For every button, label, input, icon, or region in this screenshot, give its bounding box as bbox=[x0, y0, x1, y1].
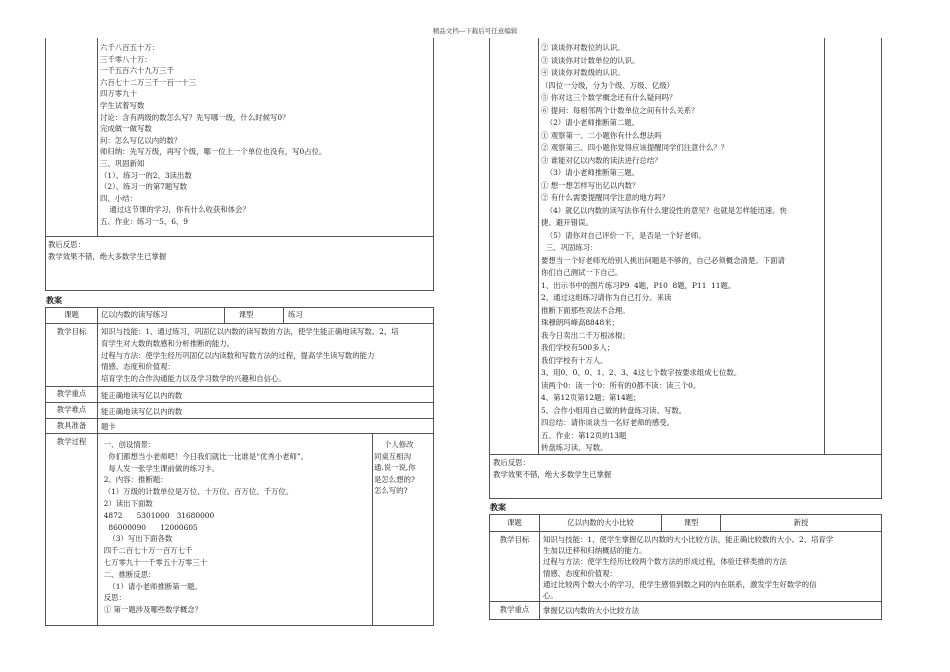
border bbox=[489, 514, 882, 515]
goal-line: 情感、态度和价值观： bbox=[101, 362, 175, 372]
text-line: 我今日卖出二千万根冰棍； bbox=[541, 330, 630, 340]
border bbox=[45, 307, 434, 308]
text-line: 讨论：含有两级的数怎么写？先写哪一级，什么时候写0？ bbox=[100, 112, 290, 122]
process-line: 一、创设情景： bbox=[99, 440, 156, 449]
text-line: （四位一分级，分为个级、万级、亿级） bbox=[541, 80, 675, 90]
process-line: 4872 5301000 31680000 bbox=[99, 510, 215, 520]
text-line: 六千八百五十万： bbox=[100, 43, 160, 52]
text-line: 4、第12页第12题；第14题； bbox=[541, 393, 641, 402]
text-line: 问：怎么写亿以内的数？ bbox=[100, 135, 182, 145]
prep-label: 教具准备 bbox=[56, 421, 87, 430]
process-label: 教学过程 bbox=[56, 437, 87, 446]
text-line: 六百七十二万三千一百一十三 bbox=[100, 77, 197, 87]
border bbox=[538, 38, 539, 454]
border bbox=[489, 514, 490, 619]
key-label: 教学重点 bbox=[499, 605, 530, 614]
text-line: ① 想一想怎样写出亿以内数？ bbox=[541, 180, 640, 190]
border bbox=[283, 307, 284, 323]
goal-line: 情感、态度和价值观： bbox=[543, 568, 617, 578]
process-line: 每人发一张学生课前做的练习卡。 bbox=[99, 463, 220, 473]
text-line: （2）、练习一的第7题写数 bbox=[100, 182, 188, 192]
process-line: 你们都想当小老师吧！今日我们就比一比谁是“优秀小老师”。 bbox=[99, 451, 309, 461]
process-line: （1）请小老师推断第一题。 bbox=[99, 581, 202, 591]
side-note-line: 怎么写的? bbox=[374, 486, 408, 496]
border bbox=[45, 236, 434, 237]
goal-line: 心。 bbox=[543, 591, 558, 600]
text-line: （1）、练习一的2、3读出数 bbox=[100, 170, 192, 180]
process-line: 2）读出下面数 bbox=[99, 499, 153, 508]
topic-value: 亿以内数的读写练习 bbox=[101, 310, 168, 319]
text-line: ② 观察第三、四小题你觉得应该提醒同学们注意什么？？ bbox=[541, 143, 729, 152]
process-line: 86000090 12000605 bbox=[99, 522, 198, 532]
text-line: 完成做一做写数 bbox=[100, 124, 152, 134]
goal-line: 过程与方法：使学生经历比较两个数方法的形成过程，体验迁移类推的方法 bbox=[543, 557, 787, 567]
text-line: 2、通过这组练习请你为自己打分。来读 bbox=[541, 293, 672, 302]
border bbox=[45, 323, 434, 324]
border bbox=[45, 433, 434, 434]
text-line: （5）请你对自己评价一下，是否是一个好老师。 bbox=[541, 230, 706, 240]
prep-value: 题卡 bbox=[101, 422, 116, 431]
text-line: 一千五百六十九万三千 bbox=[100, 66, 174, 76]
key-value: 掌握亿以内数的大小比较方法 bbox=[543, 606, 640, 615]
text-line: 四总结：请你谈谈当一名好老师的感受。 bbox=[541, 418, 675, 427]
process-line: 2、内容：推断题： bbox=[99, 475, 168, 485]
goal-line: 知识与技能：1、使学生掌握亿以内数的大小比较方法，能正确比较数的大小。2、培育学 bbox=[543, 535, 834, 544]
text-line: ② 谈谈你对数位的认识。 bbox=[541, 43, 625, 52]
topic-label: 课题 bbox=[507, 518, 522, 527]
text-line: 5、合作小组用自己做的转盘练习读、写数。 bbox=[541, 405, 687, 415]
text-line: ① 观察第一、二小题你有什么想法吗 bbox=[541, 130, 662, 140]
goal-line: 过程与方法：使学生经历巩固亿以内读数和写数方法的过程，提高学生读写数的能力 bbox=[101, 350, 375, 360]
goal-line: 育学生对大数的数感和分析推断的能力。 bbox=[101, 338, 235, 348]
text-line: ② 有什么需要提醒同学注意的地方吗？ bbox=[541, 193, 669, 202]
difficulty-label: 教学难点 bbox=[56, 405, 87, 414]
side-note-line: 是怎么想的? bbox=[374, 474, 415, 484]
type-label: 课型 bbox=[238, 310, 254, 319]
reflection-label: 教后反思： bbox=[493, 458, 530, 467]
process-line: （3）写出下面各数 bbox=[99, 534, 173, 544]
reflection-text: 教学效果不错，绝大多数学生已掌握 bbox=[493, 470, 612, 479]
process-line: 四千二百七十万一百万七千 bbox=[99, 546, 193, 556]
goal-line: 知识与技能：1、通过练习，巩固亿以内数的读写数的方法，使学生能正确地读写数。2、培 bbox=[101, 327, 399, 336]
goal-line: 培育学生的合作沟通能力以及学习数学的兴趣和自信心。 bbox=[101, 374, 286, 384]
text-line: 三、巩固练习： bbox=[541, 243, 598, 252]
reflection-text: 教学效果不错，绝大多数学生已掌握 bbox=[48, 252, 167, 261]
text-line: （3）请小老师推断第三题。 bbox=[541, 168, 640, 177]
border bbox=[824, 38, 825, 454]
text-line: ④ 谈谈你对数级的认识。 bbox=[541, 68, 625, 77]
type-value: 练习 bbox=[288, 310, 303, 319]
key-value: 能正确地读写亿以内的数 bbox=[101, 391, 183, 400]
text-line: 推断下面那些说法不合理。 bbox=[541, 305, 630, 315]
border bbox=[433, 307, 434, 625]
process-line: 七万零九十一千零五十万零三十 bbox=[99, 558, 208, 567]
border bbox=[433, 38, 434, 290]
process-line: 反思： bbox=[99, 593, 126, 603]
text-line: 我们学校有500多人； bbox=[541, 343, 615, 352]
goal-label: 教学目标 bbox=[499, 535, 530, 544]
text-line: 1、出示书中的图片练习P9 4题，P10 8题，P11 11题。 bbox=[541, 280, 736, 290]
text-line: 五、作业：练习一5、6、9 bbox=[100, 217, 189, 226]
process-line: 二、推断反思： bbox=[99, 569, 156, 579]
border bbox=[97, 307, 98, 625]
text-line: 三千零八十万： bbox=[100, 54, 152, 64]
border bbox=[45, 38, 46, 290]
topic-value: 亿以内数的大小比较 bbox=[567, 518, 634, 527]
text-line: ③ 谈谈你对计数单位的认识。 bbox=[541, 55, 640, 65]
text-line: 学生试着写数 bbox=[100, 101, 145, 110]
goal-line: 生加以迁移和归纳概括的能力。 bbox=[543, 546, 647, 556]
text-line: 师归纳：先写万级，再写个级，哪一位上一个单位也没有，写0占位。 bbox=[100, 147, 327, 157]
side-note-line: 同桌互相沟 bbox=[374, 451, 411, 461]
border bbox=[881, 514, 882, 619]
text-line: 五、作业：第12页的13题 bbox=[541, 430, 627, 440]
border bbox=[45, 625, 434, 626]
border bbox=[45, 418, 434, 419]
border bbox=[489, 498, 882, 499]
process-line: ① 第一题涉及哪些数学概念？ bbox=[99, 605, 203, 615]
text-line: 捷、避开错误。 bbox=[541, 218, 593, 227]
text-line: 3、用0、0、0、1、2、3、4这七个数字按要求组成七位数。 bbox=[541, 368, 742, 377]
text-line: ③ 谁能对亿以内数的读法进行总结？ bbox=[541, 155, 662, 165]
border bbox=[489, 454, 882, 455]
text-line: ⑤ 你对这三个数学概念还有什么疑问吗？ bbox=[541, 93, 677, 102]
lesson-plan-title: 教案 bbox=[46, 295, 62, 305]
border bbox=[489, 619, 882, 620]
process-line: （1）万级的计数单位是万位、十万位、百万位、千万位。 bbox=[99, 487, 294, 497]
type-label: 课型 bbox=[683, 518, 699, 527]
border bbox=[489, 38, 490, 498]
text-line: 我们学校有十万人。 bbox=[541, 355, 608, 365]
border bbox=[97, 38, 98, 236]
type-value: 新授 bbox=[793, 518, 809, 527]
text-line: （2）请小老师推断第二题。 bbox=[541, 118, 640, 127]
reflection-label: 教后反思： bbox=[48, 240, 85, 249]
goal-label: 教学目标 bbox=[56, 327, 87, 336]
text-line: 四万零九十 bbox=[100, 89, 137, 99]
side-note-line: 通.说一说,你 bbox=[374, 463, 416, 473]
text-line: 读两个0：读一个0：所有的0都不读：读三个0。 bbox=[541, 380, 701, 390]
border bbox=[45, 307, 46, 625]
border bbox=[539, 514, 540, 619]
text-line: 四、小结： bbox=[100, 193, 137, 203]
side-note-line: 个人修改 bbox=[384, 440, 414, 449]
border bbox=[45, 402, 434, 403]
lesson-plan-title: 教案 bbox=[490, 502, 506, 512]
key-label: 教学重点 bbox=[56, 389, 87, 398]
text-line: 要想当一个好老师光给别人挑出问题是不够的，自己必须概念清楚。下面请 bbox=[541, 255, 785, 265]
text-line: 你们自己测试一下自己。 bbox=[541, 268, 623, 277]
border bbox=[45, 386, 434, 387]
text-line: （4）就亿以内数的读写法你有什么建设性的意见？也就是怎样能迅速、快 bbox=[541, 205, 787, 215]
header-note: 精品文档---下载后可任意编辑 bbox=[432, 27, 518, 35]
border bbox=[881, 38, 882, 498]
topic-label: 课题 bbox=[64, 310, 79, 319]
border bbox=[489, 601, 882, 602]
text-line: 转盘练习读、写数。 bbox=[541, 443, 608, 452]
text-line: 通过这节课的学习，你有什么收获和体会？ bbox=[100, 205, 250, 215]
text-line: ⑥ 提问：每相邻两个计数单位之间有什么关系？ bbox=[541, 105, 699, 115]
text-line: 三、巩固新知 bbox=[100, 159, 145, 168]
border bbox=[489, 531, 882, 532]
border bbox=[372, 433, 373, 625]
goal-line: 通过比较两个数大小的学习，使学生感悟到数之间的内在联系，激发学生好数学的信 bbox=[543, 579, 817, 589]
text-line: 珠穆朗玛峰高8848米； bbox=[541, 318, 619, 327]
border bbox=[45, 290, 434, 291]
difficulty-value: 能正确地读写亿以内的数 bbox=[101, 407, 183, 416]
